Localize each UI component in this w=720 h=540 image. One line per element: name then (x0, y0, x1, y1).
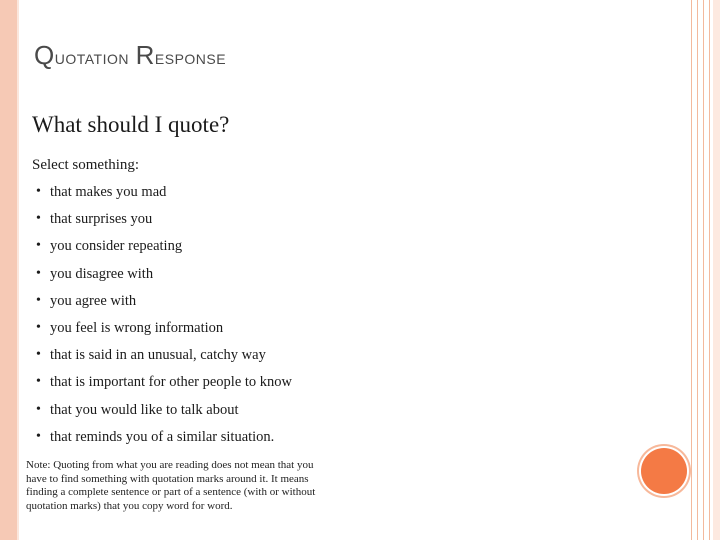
title-initial: R (135, 40, 155, 70)
list-item-text: that surprises you (50, 211, 153, 228)
bullet-icon: • (36, 319, 41, 335)
list-item-text: you feel is wrong information (50, 319, 224, 336)
note-line: Note: Quoting from what you are reading does not mean that you (26, 459, 314, 471)
left-decorative-bar (0, 0, 17, 540)
list-item (36, 427, 292, 454)
note-line: finding a complete sentence or part of a sentence (with or without (26, 486, 316, 498)
bullet-icon: • (36, 292, 41, 308)
list-item-text: that reminds you of a similar situation. (50, 428, 275, 445)
list-item (36, 345, 292, 372)
note-line: quotation marks) that you copy word for word. (26, 499, 233, 512)
scanned-handout (26, 104, 316, 524)
list-item-text: that is said in an unusual, catchy way (50, 347, 266, 364)
title-word-rest: uotation (54, 47, 129, 69)
list-item-text: that makes you mad (50, 184, 167, 200)
list-item-text: you consider repeating (50, 238, 183, 255)
handout-subheading: Select something: (32, 157, 140, 173)
list-item (36, 400, 292, 427)
title-initial: Q (34, 40, 55, 70)
list-item (36, 372, 292, 399)
left-decorative-edge (17, 0, 19, 540)
bullet-icon: • (36, 238, 41, 254)
handout-note (26, 459, 316, 513)
right-decorative-fill (713, 0, 720, 540)
list-item-text: that you would like to talk about (50, 401, 239, 418)
list-item (36, 318, 292, 345)
list-item (36, 264, 292, 291)
bullet-icon: • (36, 401, 41, 417)
list-item (36, 182, 292, 209)
right-decorative-line (691, 0, 692, 540)
slide-title (34, 40, 226, 71)
list-item-text: that is important for other people to know (50, 374, 293, 391)
list-item (36, 236, 292, 263)
right-decorative-line (703, 0, 704, 540)
list-item (36, 209, 292, 236)
bullet-list (36, 182, 292, 454)
handout-heading: What should I quote? (32, 112, 230, 137)
right-decorative-line (697, 0, 698, 540)
bullet-icon: • (36, 347, 41, 363)
bullet-icon: • (36, 184, 41, 199)
bullet-icon: • (36, 265, 41, 281)
list-item (36, 291, 292, 318)
right-decorative-line (709, 0, 710, 540)
bullet-icon: • (36, 428, 41, 444)
bullet-icon: • (36, 374, 41, 390)
decorative-circle (641, 448, 687, 494)
note-line: have to find something with quotation marks around it. It means (26, 472, 309, 485)
list-item-text: you disagree with (50, 265, 154, 282)
list-item-text: you agree with (50, 292, 137, 309)
bullet-icon: • (36, 211, 41, 227)
title-word-rest: esponse (154, 47, 227, 69)
